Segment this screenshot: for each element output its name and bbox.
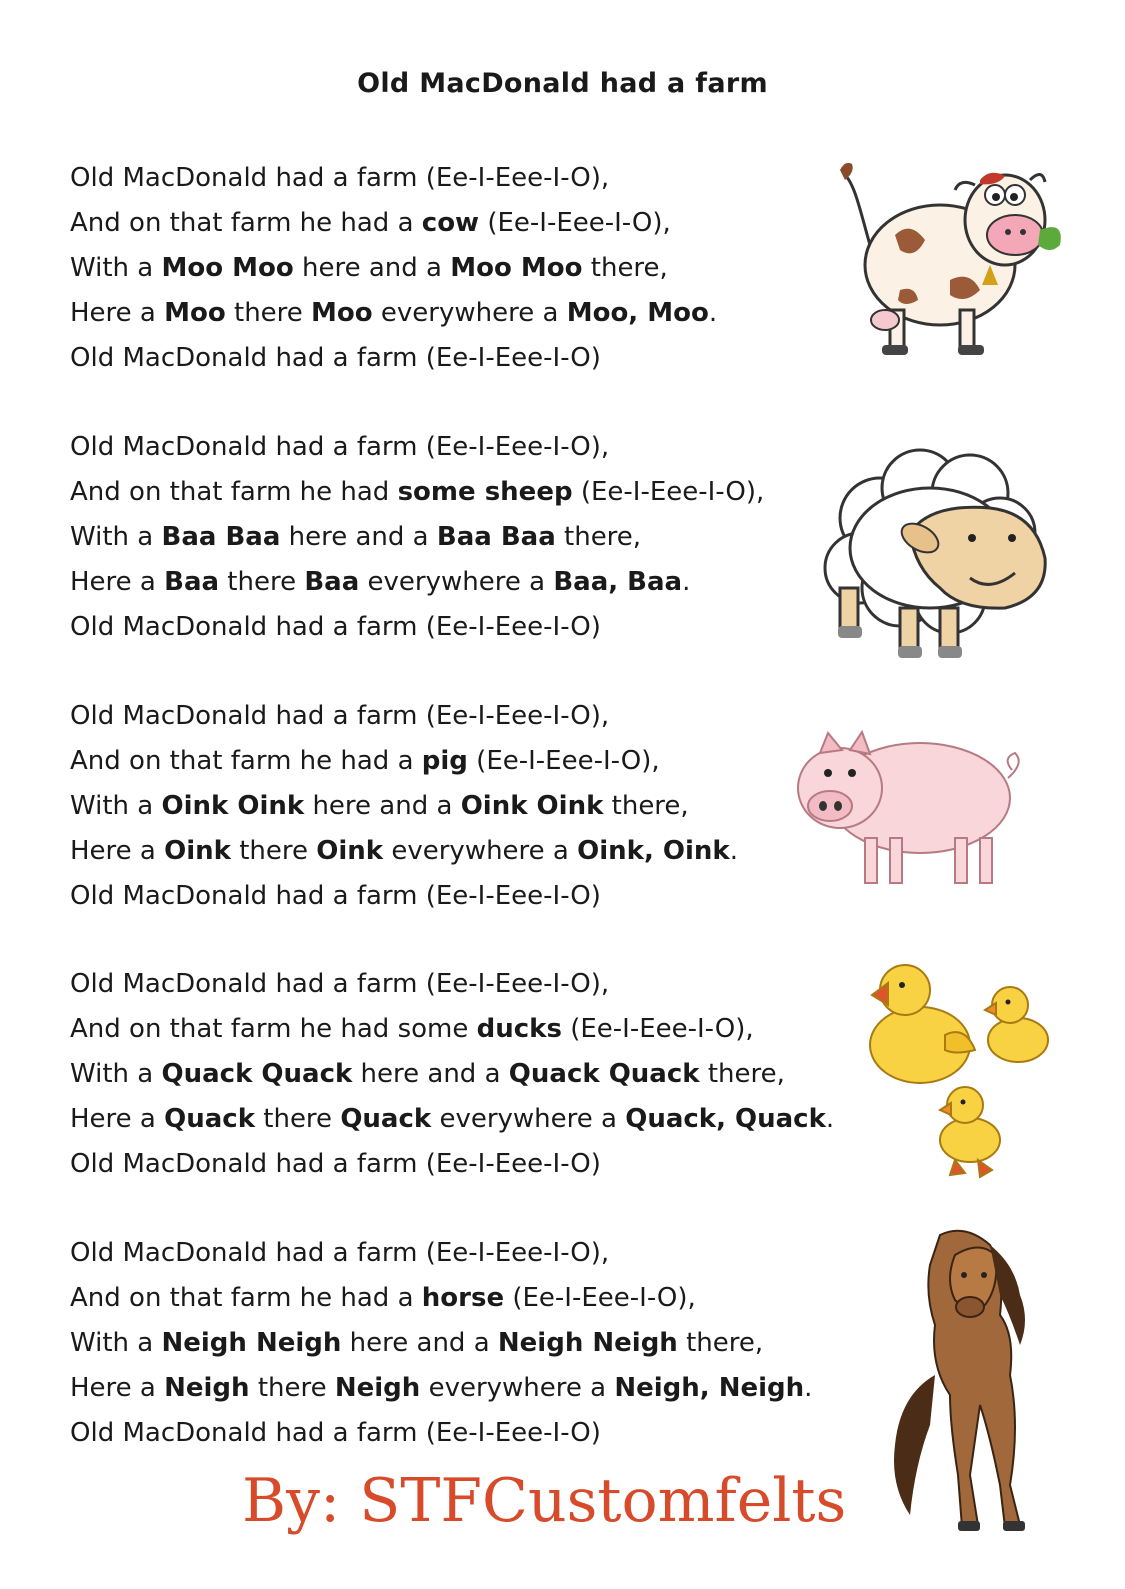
lyric-text: everywhere a (420, 1373, 615, 1403)
lyric-bold-word: Moo, Moo (566, 298, 709, 328)
lyric-text: . (825, 1104, 835, 1134)
lyric-text: there (230, 836, 317, 866)
lyric-text: . (729, 836, 738, 866)
lyric-bold-word: ducks (476, 1014, 562, 1044)
lyric-bold-word: Neigh (334, 1373, 421, 1403)
lyric-bold-word: Baa Baa (436, 522, 556, 552)
lyric-line (70, 874, 738, 919)
lyric-bold-word: Quack (164, 1104, 255, 1134)
lyric-text: Here a (70, 1373, 165, 1403)
lyric-text: here and a (293, 253, 451, 283)
lyric-text: And on that farm he had a (70, 746, 422, 776)
lyric-text: With a (70, 522, 162, 552)
lyric-text: With a (70, 1059, 162, 1089)
lyric-bold-word: some sheep (397, 477, 573, 507)
lyric-text: there, (699, 1059, 785, 1089)
lyric-text: there (255, 1104, 341, 1134)
lyric-line (70, 1321, 812, 1366)
ducks-illustration (860, 955, 1060, 1185)
lyric-bold-word: Baa, Baa (553, 567, 683, 597)
lyric-text: there (225, 298, 312, 328)
verse-horse (70, 1231, 812, 1456)
lyric-line (70, 1231, 812, 1276)
lyric-text: And on that farm he had some (70, 1014, 477, 1044)
lyric-text: everywhere a (372, 298, 567, 328)
lyric-text: there, (677, 1328, 764, 1358)
lyric-text: And on that farm he had a (70, 1283, 422, 1313)
verse-sheep (70, 425, 764, 650)
lyric-bold-word: Quack Quack (508, 1059, 700, 1089)
lyric-bold-word: Moo Moo (161, 253, 294, 283)
lyric-text: there, (603, 791, 689, 821)
lyric-text: Old MacDonald had a farm (Ee-I-Eee-I-O), (70, 969, 610, 999)
lyric-line (70, 962, 834, 1007)
lyric-line (70, 515, 764, 560)
lyric-line (70, 1052, 834, 1097)
lyric-text: here and a (341, 1328, 498, 1358)
lyric-text: everywhere a (383, 836, 578, 866)
lyric-text: Old MacDonald had a farm (Ee-I-Eee-I-O), (70, 701, 610, 731)
lyric-bold-word: Neigh Neigh (161, 1328, 342, 1358)
lyric-text: here and a (352, 1059, 509, 1089)
lyric-text: (Ee-I-Eee-I-O), (504, 1283, 696, 1313)
lyric-bold-word: Oink Oink (161, 791, 305, 821)
lyric-text: there, (582, 253, 668, 283)
lyric-line (70, 425, 764, 470)
lyric-line (70, 560, 764, 605)
lyric-line (70, 156, 717, 201)
lyric-text: With a (70, 1328, 162, 1358)
lyric-bold-word: Neigh (164, 1373, 250, 1403)
lyric-line (70, 1276, 812, 1321)
page-title: Old MacDonald had a farm (357, 68, 768, 99)
lyric-text: Old MacDonald had a farm (Ee-I-Eee-I-O) (70, 1149, 601, 1179)
lyric-text: Old MacDonald had a farm (Ee-I-Eee-I-O), (70, 163, 610, 193)
lyric-bold-word: pig (421, 746, 468, 776)
lyric-text: here and a (280, 522, 437, 552)
lyric-text: everywhere a (431, 1104, 626, 1134)
lyric-bold-word: Baa Baa (161, 522, 281, 552)
horse-illustration (870, 1225, 1070, 1545)
verse-pig (70, 694, 738, 919)
lyric-line (70, 1007, 834, 1052)
lyric-line (70, 1097, 834, 1142)
lyric-text: Here a (70, 298, 165, 328)
lyric-bold-word: Oink, Oink (577, 836, 730, 866)
lyric-bold-word: Moo (311, 298, 373, 328)
lyric-line (70, 291, 717, 336)
lyric-text: . (804, 1373, 813, 1403)
lyric-line (70, 784, 738, 829)
lyric-text: Here a (70, 836, 165, 866)
credit-signature: By: STFCustomfelts (242, 1466, 847, 1536)
lyric-bold-word: Oink Oink (460, 791, 604, 821)
lyric-line (70, 605, 764, 650)
verse-cow (70, 156, 717, 381)
lyric-text: Old MacDonald had a farm (Ee-I-Eee-I-O) (70, 343, 601, 373)
lyric-text: Here a (70, 1104, 165, 1134)
lyric-text: And on that farm he had (70, 477, 398, 507)
lyric-text: Here a (70, 567, 165, 597)
lyric-text: (Ee-I-Eee-I-O), (479, 208, 671, 238)
lyric-bold-word: Quack (340, 1104, 432, 1134)
lyric-text: (Ee-I-Eee-I-O), (467, 746, 660, 776)
lyric-text: (Ee-I-Eee-I-O), (561, 1014, 754, 1044)
lyric-text: (Ee-I-Eee-I-O), (572, 477, 765, 507)
sheep-illustration (820, 438, 1060, 668)
pig-illustration (790, 728, 1020, 888)
lyric-bold-word: Baa (164, 567, 220, 597)
lyric-text: here and a (304, 791, 461, 821)
lyric-line (70, 336, 717, 381)
lyric-line (70, 1366, 812, 1411)
lyric-bold-word: Neigh, Neigh (614, 1373, 805, 1403)
lyric-bold-word: cow (421, 208, 480, 238)
lyric-line (70, 694, 738, 739)
lyric-text: Old MacDonald had a farm (Ee-I-Eee-I-O) (70, 1418, 601, 1448)
lyric-line (70, 829, 738, 874)
lyric-line (70, 201, 717, 246)
lyric-text: With a (70, 253, 162, 283)
lyric-text: Old MacDonald had a farm (Ee-I-Eee-I-O), (70, 432, 610, 462)
lyric-text: there, (555, 522, 642, 552)
cow-illustration (830, 150, 1075, 365)
lyric-bold-word: Baa (304, 567, 360, 597)
lyric-text: . (708, 298, 718, 328)
lyric-line (70, 1411, 812, 1456)
lyric-line (70, 246, 717, 291)
lyric-text: there (219, 567, 305, 597)
lyric-text: Old MacDonald had a farm (Ee-I-Eee-I-O) (70, 612, 601, 642)
lyric-text: Old MacDonald had a farm (Ee-I-Eee-I-O), (70, 1238, 610, 1268)
lyric-bold-word: horse (421, 1283, 505, 1313)
lyric-line (70, 739, 738, 784)
lyric-bold-word: Moo Moo (450, 253, 583, 283)
lyric-text: With a (70, 791, 162, 821)
lyric-line (70, 470, 764, 515)
lyric-text: everywhere a (359, 567, 554, 597)
lyric-text: there (249, 1373, 335, 1403)
lyric-line (70, 1142, 834, 1187)
lyric-text: Old MacDonald had a farm (Ee-I-Eee-I-O) (70, 881, 601, 911)
lyric-bold-word: Moo (164, 298, 226, 328)
lyric-bold-word: Oink (316, 836, 384, 866)
lyric-bold-word: Neigh Neigh (497, 1328, 678, 1358)
lyric-bold-word: Quack Quack (161, 1059, 353, 1089)
lyric-bold-word: Oink (164, 836, 231, 866)
lyric-text: And on that farm he had a (70, 208, 422, 238)
verse-ducks (70, 962, 834, 1187)
lyric-text: . (682, 567, 691, 597)
lyric-bold-word: Quack, Quack (625, 1104, 826, 1134)
